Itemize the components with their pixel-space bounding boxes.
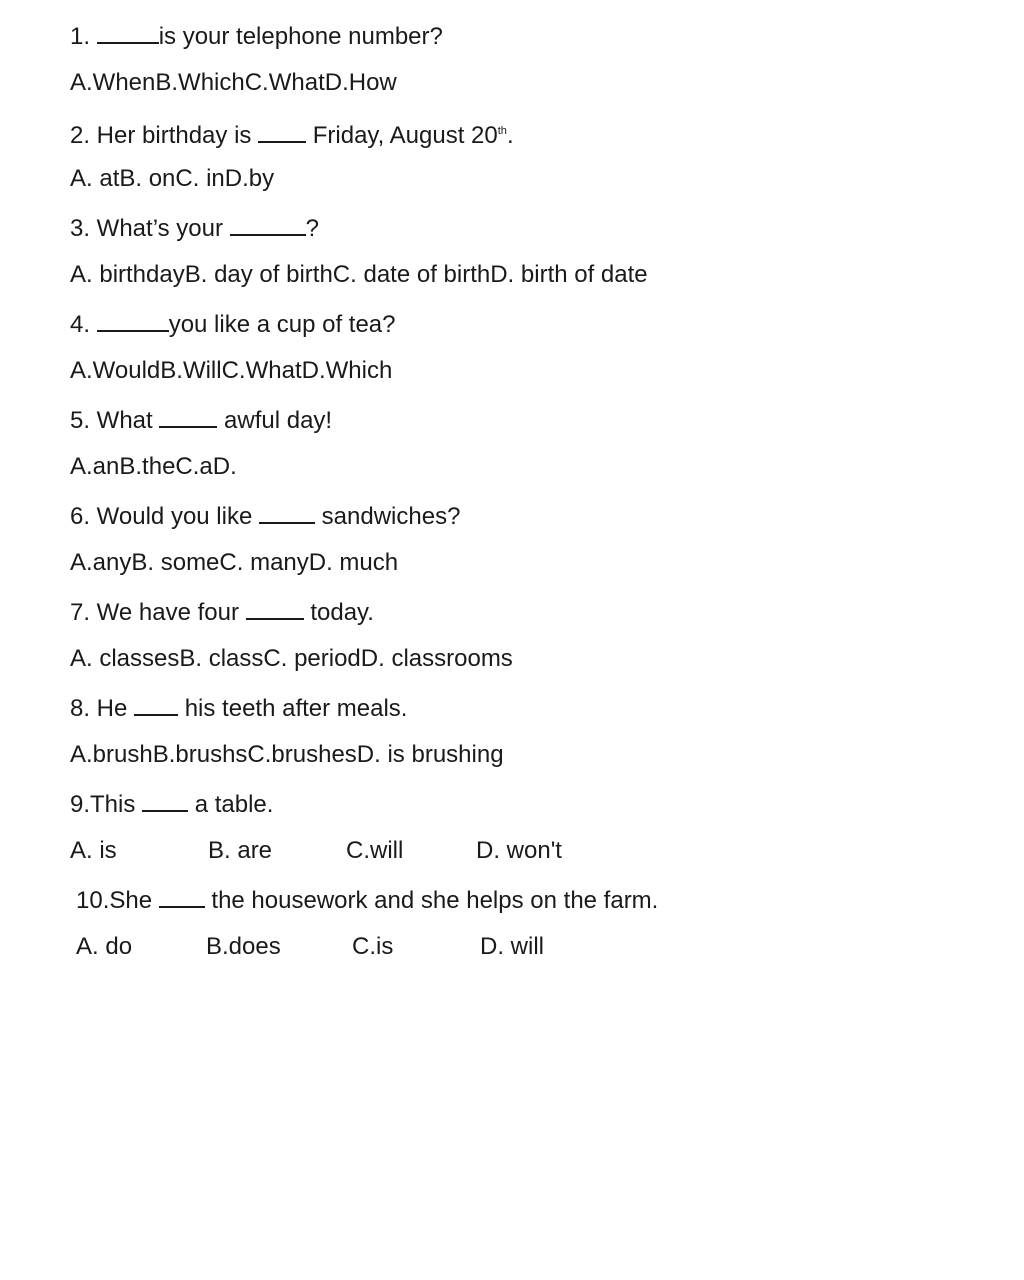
question-text-post: a table. (188, 791, 274, 818)
answer-blank (142, 788, 188, 812)
answer-blank (246, 596, 304, 620)
question-text-post: awful day! (217, 407, 333, 434)
question-3 (70, 212, 319, 244)
question-text-post: the housework and she helps on the farm. (204, 887, 659, 914)
options-3: A. birthdayB. day of birthC. date of birthD. birth of date (70, 261, 648, 288)
question-text-pre: 2. Her birthday is (70, 122, 259, 149)
options-2: A. atB. onC. inD.by (70, 165, 275, 192)
answer-blank (230, 212, 306, 236)
question-4 (70, 308, 396, 340)
option-b: B. are (208, 837, 273, 864)
question-text-post: today. (303, 599, 374, 626)
question-5 (70, 404, 332, 436)
answer-blank (258, 119, 306, 143)
answer-blank (97, 20, 159, 44)
options-5: A.anB.theC.aD. (70, 453, 237, 480)
answer-blank (259, 500, 315, 524)
question-text-post: is your telephone number? (158, 23, 443, 50)
question-6 (70, 500, 460, 532)
options-7: A. classesB. classC. periodD. classrooms (70, 645, 513, 672)
option-d: D. will (480, 933, 544, 960)
question-text-pre: 3. What’s your (70, 215, 230, 242)
question-10 (76, 884, 658, 916)
question-text-pre: 1. (70, 23, 97, 50)
question-9 (70, 788, 273, 820)
question-text-pre: 5. What (70, 407, 160, 434)
question-text-pre: 7. We have four (70, 599, 246, 626)
question-2 (70, 116, 514, 151)
question-text-pre: 10.She (76, 887, 159, 914)
question-text-post: you like a cup of tea? (168, 311, 396, 338)
ordinal-suffix: th (497, 125, 507, 137)
answer-blank (159, 884, 205, 908)
answer-blank (159, 404, 217, 428)
question-text-post: ? (305, 215, 319, 242)
question-text-pre: 4. (70, 311, 97, 338)
option-c: C.will (346, 837, 404, 864)
option-d: D. won't (476, 837, 562, 864)
options-6: A.anyB. someC. manyD. much (70, 549, 399, 576)
answer-blank (134, 692, 178, 716)
option-b: B.does (206, 933, 281, 960)
question-text-pre: 6. Would you like (70, 503, 259, 530)
question-text-post: Friday, August 20 (306, 122, 498, 149)
question-text-post: sandwiches? (315, 503, 461, 530)
question-text-post: his teeth after meals. (178, 695, 408, 722)
question-text-pre: 9.This (70, 791, 143, 818)
question-text-pre: 8. He (70, 695, 135, 722)
options-8: A.brushB.brushsC.brushesD. is brushing (70, 741, 504, 768)
question-1 (70, 20, 443, 52)
option-a: A. is (70, 837, 117, 864)
question-text-end: . (506, 122, 514, 149)
option-c: C.is (352, 933, 394, 960)
question-7 (70, 596, 374, 628)
option-a: A. do (76, 933, 133, 960)
answer-blank (97, 308, 169, 332)
question-8 (70, 692, 407, 724)
options-1: A.WhenB.WhichC.WhatD.How (70, 69, 397, 96)
options-4: A.WouldB.WillC.WhatD.Which (70, 357, 393, 384)
